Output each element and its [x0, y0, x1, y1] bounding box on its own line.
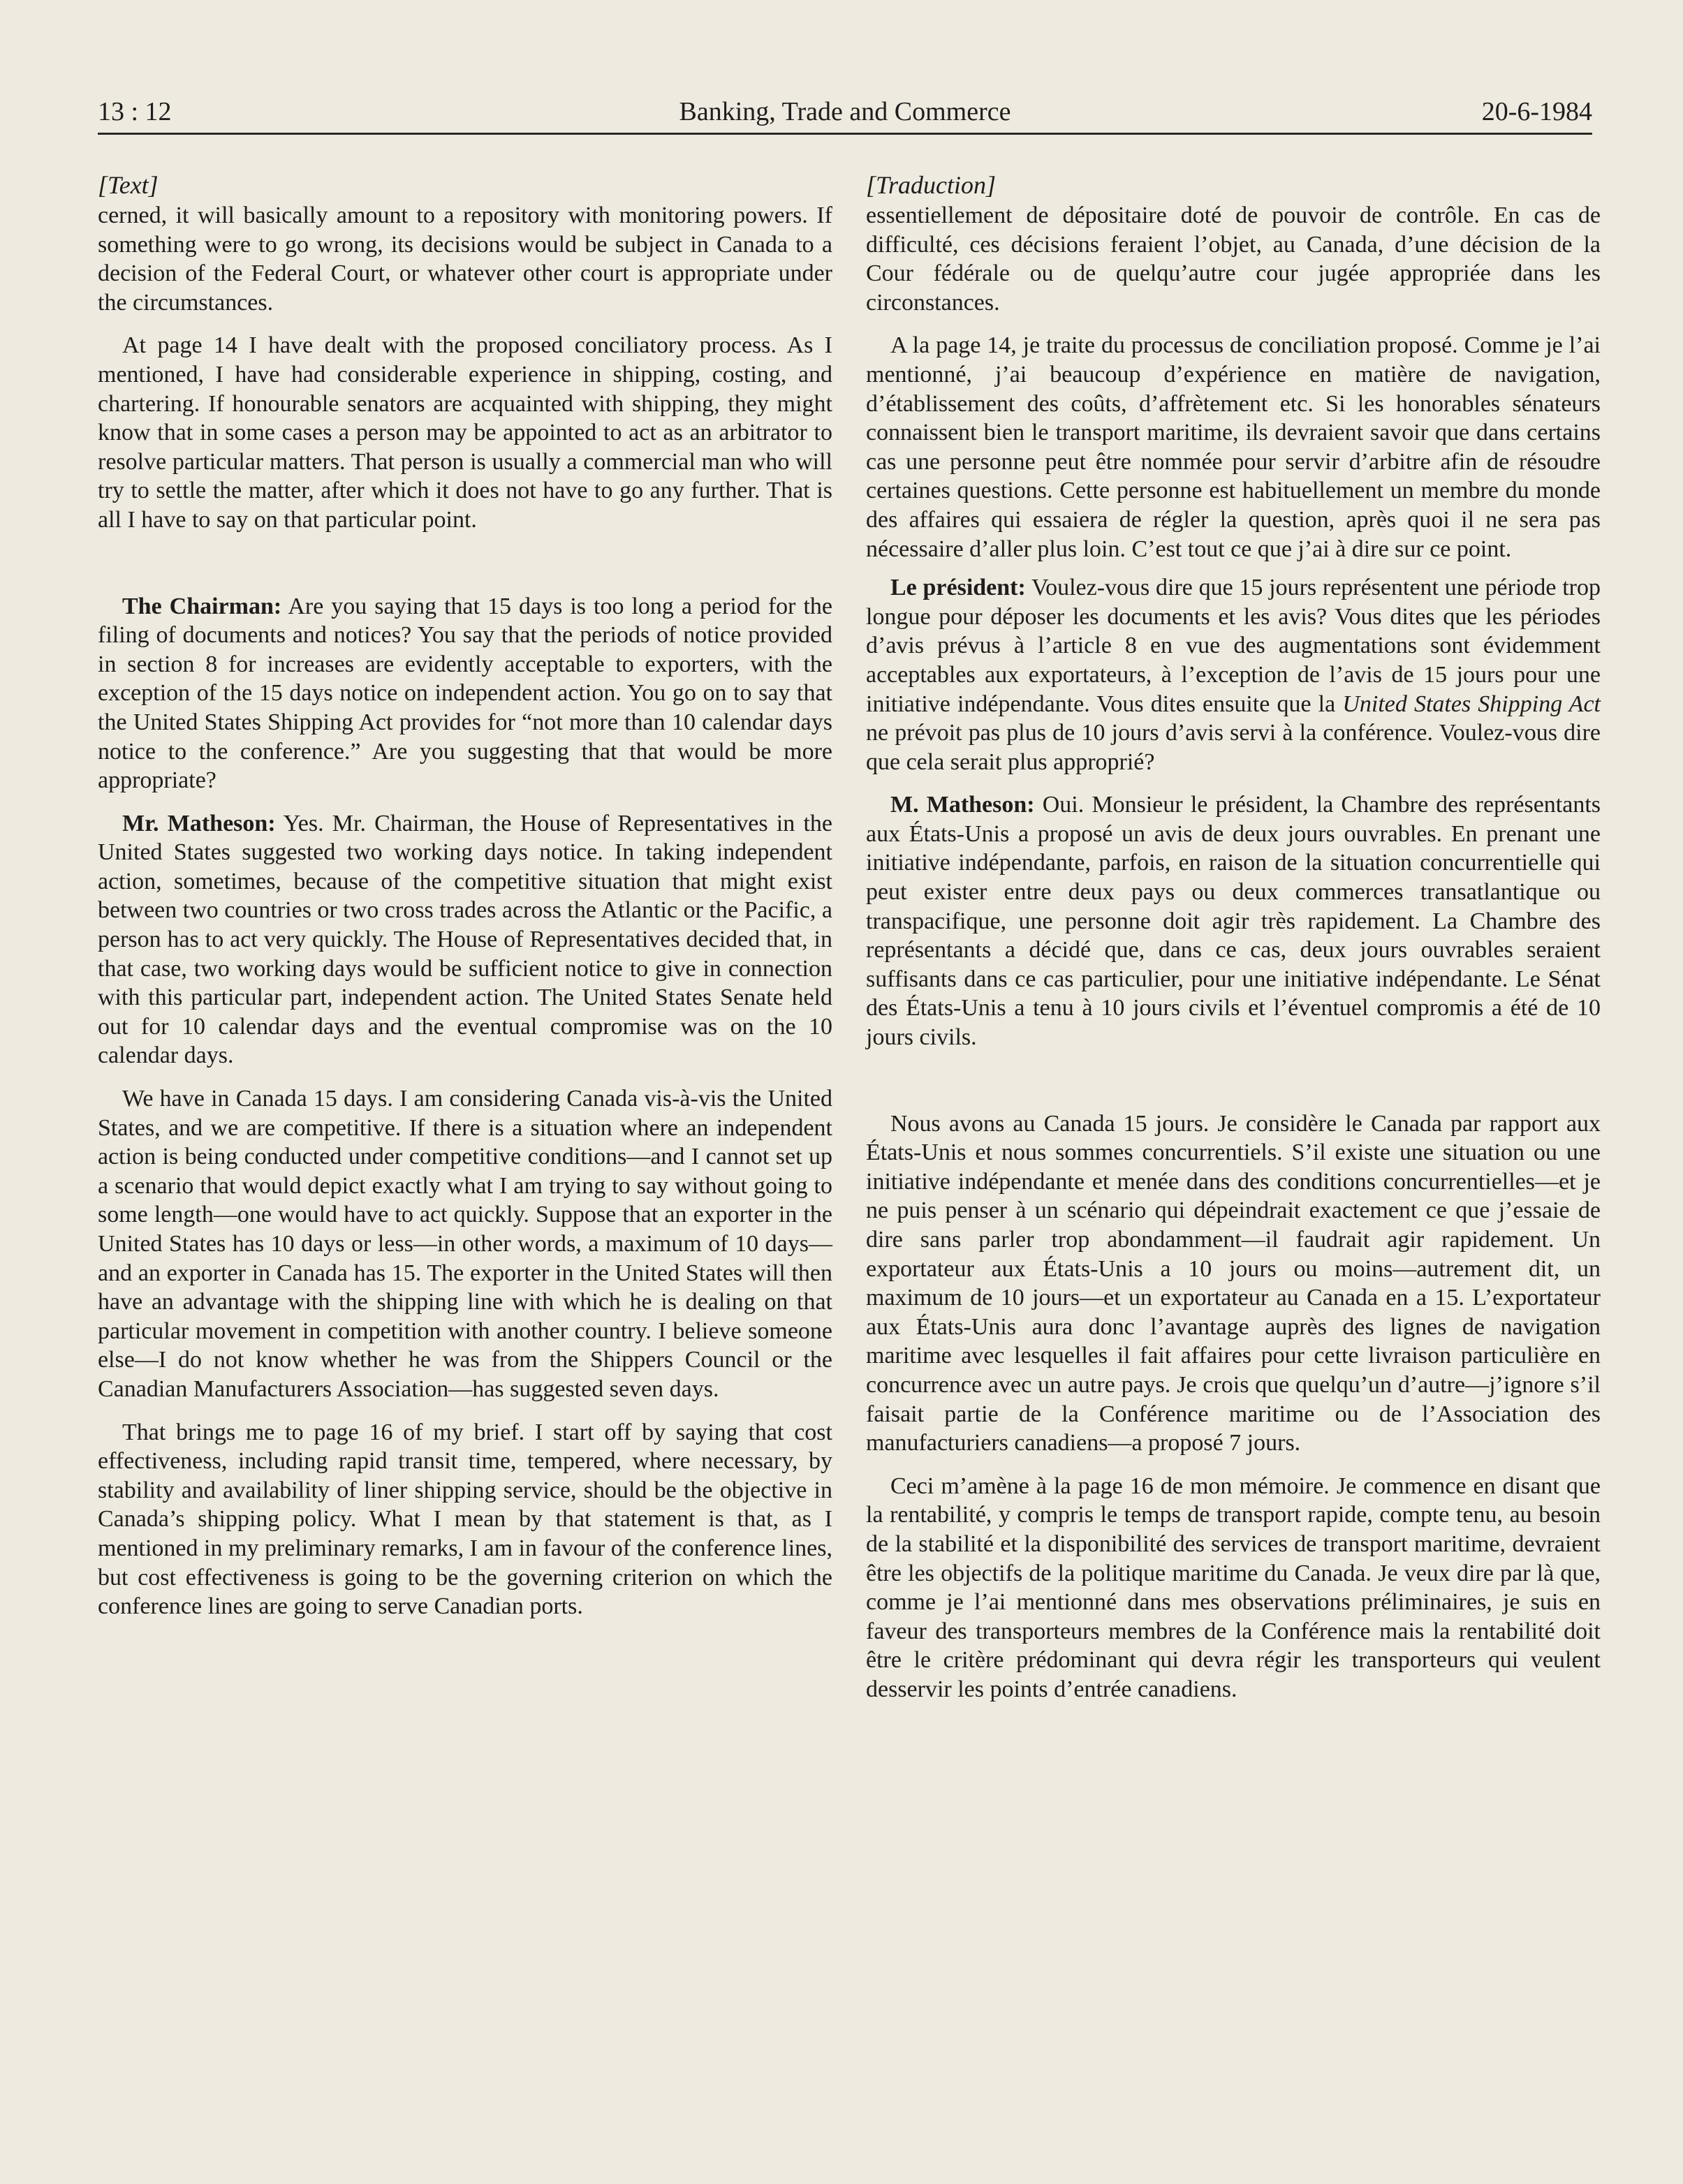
- paragraph: cerned, it will basically amount to a repository with monitoring powers. If something were to go wrong, its decisions would be subject in Canada to a decision of the Federal Court, or whatever other court is appropriate under the circumstances.: [98, 202, 832, 316]
- page-number: 13 : 12: [98, 97, 172, 126]
- paragraph: Ceci m’amène à la page 16 de mon mémoire. Je commence en disant que la rentabilité, y compris le temps de transport rapide, compte tenu, au besoin de la stabilité et la disponibilité des services de transport maritime, devraient être les objectifs de la politique maritime du Canada. Je veux dire par là que, comme je l’ai mentionné dans mes observations préliminaires, je suis en faveur des transporteurs membres de la Conférence mais la rentabilité doit être le critère prédominant qui devra régir les transporteurs qui veulent desservir les points d’entrée canadiens.: [866, 1473, 1601, 1702]
- paragraph: essentiellement de dépositaire doté de pouvoir de contrôle. En cas de difficulté, ces décisions feraient l’objet, au Canada, d’une décision de la Cour fédérale ou de quelqu’autre cour jugée appropriée dans les circonstances.: [866, 202, 1601, 316]
- speech-text: Yes. Mr. Chairman, the House of Representatives in the United States suggested two working days notice. In taking independent action, sometimes, because of the competitive situation that might exist between two countries or two cross trades across the Atlantic or the Pacific, a person has to act very quickly. The House of Representatives decided that, in that case, two working days would be sufficient notice to give in connection with this particular part, independent action. The United States Senate held out for 10 calendar days and the eventual compromise was on the 10 calendar days.: [98, 810, 833, 1069]
- page-header: [98, 91, 1592, 135]
- speaker-name: The Chairman:: [122, 593, 282, 619]
- paragraph: A la page 14, je traite du processus de conciliation proposé. Comme je l’ai mentionné, j’ai beaucoup d’expérience en matière de navigation, d’établissement des coûts, d’affrètement etc. Si les honorables sénateurs connaissent bien le transport maritime, ils devraient savoir que dans certains cas une personne peut être nommée pour servir d’arbitre afin de résoudre certaines questions. Cette personne est habituellement un membre du monde des affaires qui essaiera de régler la question, après quoi il ne sera pas nécessaire d’aller plus loin. C’est tout ce que j’ai à dire sur ce point.: [866, 332, 1601, 562]
- paragraph: [98, 809, 832, 1070]
- english-label: [Text]: [98, 171, 159, 199]
- speaker-name: Le président:: [890, 575, 1026, 601]
- act-title: United States Shipping Act: [1342, 691, 1601, 717]
- paragraph: At page 14 I have dealt with the proposed conciliatory process. As I mentioned, I have had considerable experience in shipping, costing, and chartering. If honourable senators are acquainted with shipping, they might know that in some cases a person may be appointed to act as an arbitrator to resolve particular matters. That person is usually a commercial man who will try to settle the matter, after which it does not have to go any further. That is all I have to say on that particular point.: [98, 332, 832, 533]
- speech-text: Oui. Monsieur le président, la Chambre des représentants aux États-Unis a proposé un avis de deux jours ouvrables. En prenant une initiative indépendante, parfois, en raison de la situation concurrentielle qui peut exister entre deux pays ou deux commerces transatlantique ou transpacifique, une personne doit agir très rapidement. La Chambre des représentants a décidé que, dans ce cas, deux jours ouvrables seraient suffisants dans ce cas particulier, pour une initiative indépendante. Le Sénat des États-Unis a tenu à 10 jours civils et l’éventuel compromis a été de 10 jours civils.: [866, 792, 1601, 1051]
- speech-text: ne prévoit pas plus de 10 jours d’avis servi à la conférence. Voulez-vous dire que cela serait plus approprié?: [866, 720, 1601, 775]
- paragraph: [866, 790, 1601, 1052]
- speech-text: Voulez-vous dire que 15 jours représentent une période trop longue pour déposer les documents et les avis? Vous dites que les périodes d’avis prévus à l’article 8 en vue des augmentations sont évidemment acceptables aux exportateurs, à l’exception de l’avis de 15 jours pour une initiative indépendante. Vous dites ensuite que la: [866, 575, 1601, 717]
- speaker-name: Mr. Matheson:: [122, 810, 276, 836]
- paragraph: We have in Canada 15 days. I am considering Canada vis-à-vis the United States, and we are competitive. If there is a situation where an independent action is being conducted under competitive conditions—and I cannot set up a scenario that would depict exactly what I am trying to say without going to some length—one would have to act quickly. Suppose that an exporter in the United States has 10 days or less—in other words, a maximum of 10 days—and an exporter in Canada has 15. The exporter in the United States will then have an advantage with the shipping line with which he is dealing on that particular movement in competition with another country. I believe someone else—I do not know whether he was from the Shippers Council or the Canadian Manufacturers Association—has suggested seven days.: [98, 1086, 832, 1402]
- french-label: [Traduction]: [866, 171, 997, 199]
- paragraph: Nous avons au Canada 15 jours. Je considère le Canada par rapport aux États-Unis et nous sommes concurrentiels. S’il existe une situation ou une initiative indépendante et menée dans des conditions concurrentielles—et je ne puis penser à un scénario qui dépeindrait exactement ce que j’essaie de dire sans parler trop abondamment—il faudrait agir rapidement. Un exportateur aux États-Unis a 10 jours ou moins—autrement dit, un maximum de 10 jours—et un exportateur au Canada en a 15. L’exportateur aux États-Unis aura donc l’avantage auprès des lignes de navigation maritime avec lesquelles il fait affaires pour cette livraison particulière en concurrence avec un autre pays. Je crois que quelqu’un d’autre—j’ignore s’il faisait partie de la Conférence maritime ou de l’Association des manufacturiers canadiens—a proposé 7 jours.: [866, 1110, 1601, 1456]
- french-column: [866, 170, 1601, 1718]
- speech-text: Are you saying that 15 days is too long a period for the filing of documents and notices? You say that the periods of notice provided in section 8 for increases are evidently acceptable to exporters, with the exception of the 15 days notice on independent action. You go on to say that the United States Shipping Act provides for “not more than 10 calendar days notice to the conference.” Are you suggesting that that would be more appropriate?: [98, 593, 832, 794]
- speaker-name: M. Matheson:: [890, 792, 1035, 818]
- paragraph: [98, 592, 832, 795]
- page-date: 20-6-1984: [1481, 97, 1592, 126]
- paragraph: That brings me to page 16 of my brief. I start off by saying that cost effectiveness, including rapid transit time, tempered, where necessary, by stability and availability of liner shipping service, should be the objective in Canada’s shipping policy. What I mean by that statement is that, as I mentioned in my preliminary remarks, I am in favour of the conference lines, but cost effectiveness is going to be the governing criterion on which the conference lines are going to serve Canadian ports.: [98, 1419, 832, 1620]
- page-title: Banking, Trade and Commerce: [679, 97, 1011, 126]
- paragraph: [866, 573, 1601, 776]
- english-column: [98, 170, 832, 1635]
